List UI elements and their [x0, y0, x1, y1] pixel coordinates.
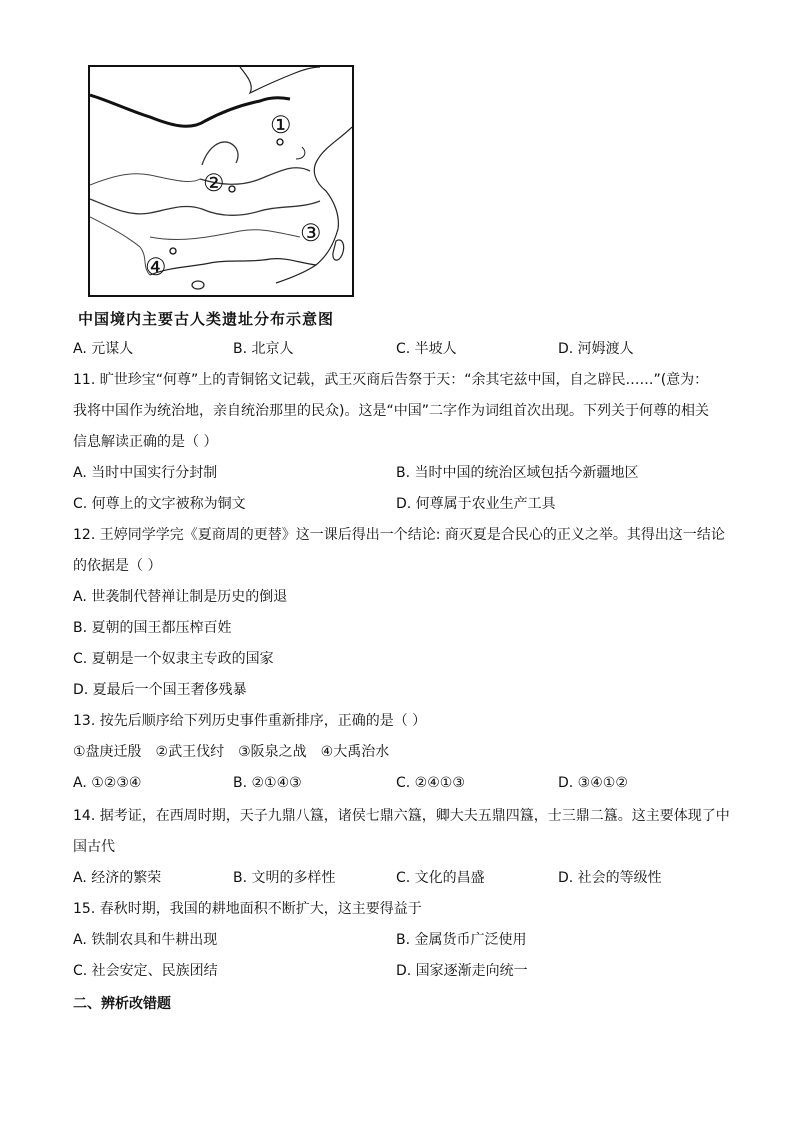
q12-option-a: A. 世袭制代替禅让制是历史的倒退	[73, 589, 288, 605]
marker-4: ④	[145, 253, 167, 281]
q15-option-c: C. 社会安定、民族团结	[73, 963, 218, 979]
q11-option-b: B. 当时中国的统治区域包括今新疆地区	[396, 465, 639, 481]
q15-option-b: B. 金属货币广泛使用	[396, 932, 527, 948]
q11-option-d: D. 何尊属于农业生产工具	[396, 496, 556, 512]
q12-option-b: B. 夏朝的国王都压榨百姓	[73, 620, 232, 636]
south-coast	[150, 259, 316, 275]
q11-stem-line1: 11. 旷世珍宝“何尊”上的青铜铭文记载，武王灭商后告祭于天：“余其宅兹中国，自之辟民……”(意为：	[73, 372, 709, 388]
marker-3: ③	[300, 219, 322, 247]
q14-option-b: B. 文明的多样性	[233, 870, 336, 886]
q12-stem-line2: 的依据是（ ）	[73, 558, 162, 574]
q14-stem-line1: 14. 据考证，在西周时期，天子九鼎八簋，诸侯七鼎六簋，卿大夫五鼎四簋，士三鼎二簋。这主要体现了中	[73, 808, 730, 824]
hainan-island	[192, 281, 204, 289]
q10-option-d: D. 河姆渡人	[558, 341, 634, 357]
q11-stem-line2: 我将中国作为统治地，亲自统治那里的民众)。这是“中国”二字作为词组首次出现。下列关于何尊的相关	[73, 403, 709, 419]
q11-option-c: C. 何尊上的文字被称为铜文	[73, 496, 246, 512]
yangtze-river	[90, 199, 320, 215]
q13-option-d: D. ③④①②	[558, 775, 628, 791]
q10-option-a: A. 元谋人	[73, 341, 134, 357]
map-drawing	[90, 67, 352, 295]
q10-option-c: C. 半坡人	[396, 341, 457, 357]
q11-option-a: A. 当时中国实行分封制	[73, 465, 218, 481]
northern-border	[90, 95, 290, 126]
q10-option-b: B. 北京人	[233, 341, 294, 357]
q13-events: ①盘庚迁殷 ②武王伐纣 ③阪泉之战 ④大禹治水	[73, 744, 390, 760]
section-2-title: 二、辨析改错题	[73, 996, 171, 1012]
q11-stem-line3: 信息解读正确的是（ ）	[73, 434, 218, 450]
q12-option-d: D. 夏最后一个国王奢侈残暴	[73, 682, 247, 698]
marker-1: ①	[270, 111, 292, 139]
q15-stem: 15. 春秋时期，我国的耕地面积不断扩大，这主要得益于	[73, 901, 422, 917]
q14-option-c: C. 文化的昌盛	[396, 870, 485, 886]
q12-stem-line1: 12. 王婷同学学完《夏商周的更替》这一课后得出一个结论: 商灭夏是合民心的正义之举。其得出这一结论	[73, 527, 725, 543]
q14-option-d: D. 社会的等级性	[558, 870, 662, 886]
ancient-sites-map	[88, 65, 354, 297]
northeast-outline	[240, 67, 320, 93]
q12-option-c: C. 夏朝是一个奴隶主专政的国家	[73, 651, 274, 667]
map-caption: 中国境内主要古人类遗址分布示意图	[78, 310, 335, 328]
q15-option-d: D. 国家逐渐走向统一	[396, 963, 528, 979]
q14-option-a: A. 经济的繁荣	[73, 870, 162, 886]
q13-stem: 13. 按先后顺序给下列历史事件重新排序，正确的是（ ）	[73, 713, 427, 729]
q13-option-b: B. ②①④③	[233, 775, 302, 791]
q13-option-c: C. ②④①③	[396, 775, 465, 791]
q14-stem-line2: 国古代	[73, 839, 115, 855]
q15-option-a: A. 铁制农具和牛耕出现	[73, 932, 218, 948]
taiwan-island	[333, 240, 344, 260]
q13-option-a: A. ①②③④	[73, 775, 142, 791]
marker-2: ②	[203, 169, 225, 197]
